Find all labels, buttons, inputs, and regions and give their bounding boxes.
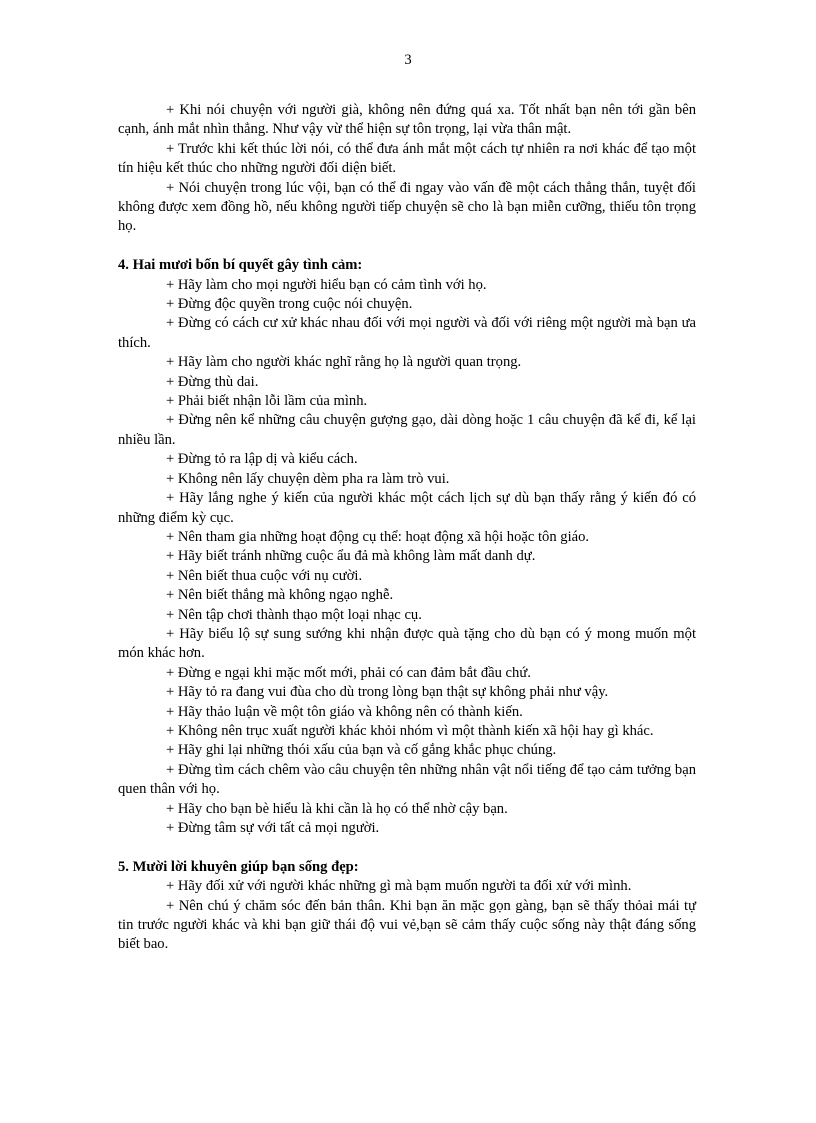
intro-item: + Nói chuyện trong lúc vội, bạn có thể đi ngay vào vấn đề một cách thẳng thắn, tuyệt đối không được xem đồng hồ, nếu không người tiếp chuyện sẽ cho là bạn miễn cưỡng, thiếu tôn trọng họ. — [118, 179, 696, 235]
intro-item: + Khi nói chuyện với người già, không nên đứng quá xa. Tốt nhất bạn nên tới gần bên cạnh, ánh mắt nhìn thẳng. Như vậy vừ thể hiện sự tôn trọng, lại vừa thân mật. — [118, 102, 696, 138]
section-4-item: + Hãy làm cho mọi người hiểu bạn có cảm tình với họ. — [166, 276, 487, 293]
section-spacer — [118, 237, 696, 256]
section-4-item: + Đừng e ngại khi mặc mốt mới, phải có can đảm bắt đầu chứ. — [166, 664, 531, 681]
section-4-item: + Không nên lấy chuyện dèm pha ra làm trò vui. — [166, 470, 450, 487]
section-spacer — [118, 838, 696, 857]
section-4-item: + Hãy biểu lộ sự sung sướng khi nhận được quà tặng cho dù bạn có ý mong muốn một món khác hơn. — [118, 625, 696, 662]
section-4-item: + Hãy cho bạn bè hiểu là khi cần là họ có thể nhờ cậy bạn. — [166, 800, 508, 817]
section-5-item: + Hãy đối xử với người khác những gì mà bạm muốn người ta đối xử với mình. — [166, 878, 632, 895]
section-4-item: + Hãy biết tránh những cuộc ẩu đả mà không làm mất danh dự. — [166, 548, 536, 565]
section-4-item: + Nên biết thắng mà không ngạo nghễ. — [166, 587, 394, 604]
section-4-item: + Đừng có cách cư xử khác nhau đối với mọi người và đối với riêng một người mà bạn ưa thích. — [118, 315, 696, 351]
section-4-heading: 4. Hai mươi bốn bí quyết gây tình cảm: — [118, 257, 363, 274]
section-4-item: + Hãy lắng nghe ý kiến của người khác một cách lịch sự dù bạn thấy rằng ý kiến đó có những điểm kỳ cục. — [118, 490, 696, 526]
section-4-item: + Phải biết nhận lỗi lầm của mình. — [166, 393, 368, 410]
section-4-item: + Đừng tâm sự với tất cả mọi người. — [166, 820, 380, 837]
section-4-item: + Hãy làm cho người khác nghĩ rằng họ là người quan trọng. — [166, 354, 522, 371]
page-number: 3 — [404, 52, 412, 68]
section-4-item: + Đừng tỏ ra lập dị và kiểu cách. — [166, 451, 358, 468]
section-4-item: + Đừng độc quyền trong cuộc nói chuyện. — [166, 296, 413, 313]
section-4-item: + Nên biết thua cuộc với nụ cười. — [166, 567, 363, 584]
section-4-item: + Đừng thù dai. — [166, 373, 259, 390]
intro-item: + Trước khi kết thúc lời nói, có thể đưa ánh mắt một cách tự nhiên ra nơi khác để tạo một tín hiệu kết thúc cho những người đối diện biết. — [118, 140, 696, 177]
section-4-item: + Không nên trục xuất người khác khỏi nhóm vì một thành kiến xã hội hay gì khác. — [166, 722, 654, 739]
section-5-heading: 5. Mười lời khuyên giúp bạn sống đẹp: — [118, 858, 359, 875]
section-4-item: + Hãy tỏ ra đang vui đùa cho dù trong lòng bạn thật sự không phải như vậy. — [166, 684, 609, 701]
section-4-item: + Đừng tìm cách chêm vào câu chuyện tên những nhân vật nổi tiếng để tạo cảm tưởng bạn quen thân với họ. — [118, 761, 696, 798]
section-5-item: + Nên chú ý chăm sóc đến bản thân. Khi bạn ăn mặc gọn gàng, bạn sẽ thấy thỏai mái tự tin trước người khác và khi bạn giữ thái độ vui vẻ,bạn sẽ cảm thấy cuộc sống này thật đáng sống biết bao. — [118, 897, 696, 953]
section-4-item: + Nên tham gia những hoạt động cụ thể: hoạt động xã hội hoặc tôn giáo. — [166, 528, 590, 545]
section-4-item: + Hãy ghi lại những thói xấu của bạn và cố gắng khắc phục chúng. — [166, 742, 557, 759]
section-4-item: + Nên tập chơi thành thạo một loại nhạc cụ. — [166, 606, 422, 623]
document-body — [118, 101, 696, 955]
section-4-item: + Hãy thảo luận về một tôn giáo và không nên có thành kiến. — [166, 703, 523, 720]
section-4-item: + Đừng nên kể những câu chuyện gượng gạo, dài dòng hoặc 1 câu chuyện đã kể đi, kể lại nhiều lần. — [118, 412, 696, 448]
